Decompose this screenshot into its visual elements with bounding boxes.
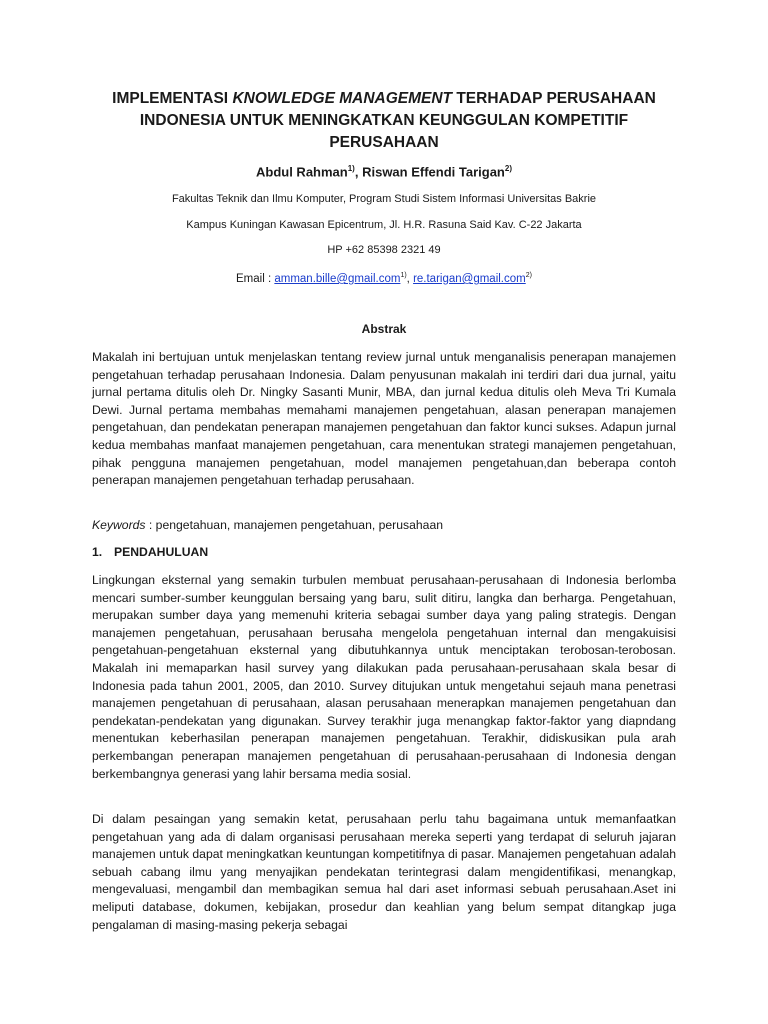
title-italic: KNOWLEDGE MANAGEMENT [232,90,453,107]
email-link-2[interactable]: re.tarigan@gmail.com [413,272,526,285]
title-part2: TERHADAP PERUSAHAAN INDONESIA UNTUK MENINGKATKAN KEUNGGULAN KOMPETITIF PERUSAHAAN [139,90,656,151]
author-list [92,160,676,181]
body-paragraph-2: Di dalam pesaingan yang semakin ketat, perusahaan perlu tahu bagaimana untuk memanfaatkan pengetahuan yang ada di dalam organisasi perusahaan mereka seperti yang terdapat di seluruh jajaran manajemen untuk dapat meningkatkan keuntungan kompetitifnya di pasar. Manajemen pengetahuan adalah sebuah cabang ilmu yang menyajikan pendekatan terintegrasi dalam mengidentifikasi, menangkap, mengevaluasi, mengambil dan membagikan semua hal dari aset informasi sebuah perusahaan.Aset ini meliputi database, dokumen, kebijakan, prosedur dan keahlian yang belum sempat ditangkap juga pengalaman di masing-masing pekerja sebagai [92,812,676,932]
affiliation-line2: Kampus Kuningan Kawasan Epicentrum, Jl. H.R. Rasuna Said Kav. C-22 Jakarta [186,219,582,231]
email-link-1[interactable]: amman.bille@gmail.com [274,272,401,285]
author-2-sup: 2) [504,164,512,173]
email-2-sup: 2) [525,272,532,279]
abstract-heading: Abstrak [361,322,407,336]
author-separator: , [354,164,363,180]
abstract-text: Makalah ini bertujuan untuk menjelaskan tentang review jurnal untuk menganalisis penerapan manajemen pengetahuan terhadap perusahaan Indonesia. Dalam penyusunan makalah ini terdiri dari dua jurnal, yaitu jurnal pertama ditulis oleh Dr. Ningky Sasanti Munir, MBA, dan jurnal kedua ditulis oleh Meva Tri Kumala Dewi. Jurnal pertama membahas memahami manajemen pengetahuan, alasan penerapan manajemen pengetahuan, dan pendekatan penerapan manajemen pengetahuan dan faktor kunci sukses. Adapun jurnal kedua membahas manfaat manajemen pengetahuan, cara menentukan strategi manajemen pengetahuan, pihak pengguna manajemen pengetahuan, model manajemen pengetahuan,dan beberapa contoh penerapan manajemen pengetahuan terhadap perusahaan. [92,350,676,488]
body-paragraph-1: Lingkungan eksternal yang semakin turbulen membuat perusahaan-perusahaan di Indonesia berlomba mencari sumber-sumber keunggulan bersaing yang baru, sulit ditiru, langka dan berharga. Pengetahuan, merupakan sumber daya yang memenuhi kriteria sebagai sumber daya yang paling strategis. Dengan manajemen pengetahuan, perusahaan berusaha mengelola pengetahuan internal dan mengakuisisi pengetahuan-pengetahuan eksternal yang dibutuhkannya untuk menciptakan terobosan-terobosan. Makalah ini memaparkan hasil survey yang dilakukan pada perusahaan-perusahaan skala besar di Indonesia pada tahun 2001, 2005, dan 2010. Survey ditujukan untuk mengetahui sejauh mana penetrasi manajemen pengetahuan di perusahaan, alasan perusahaan menerapkan manajemen pengetahuan dan pendekatan-pendekatan yang digunakan. Survey terakhir juga menangkap faktor-faktor yang diapndang menentukan keberhasilan penerapan manajemen pengetahuan. Terakhir, didiskusikan pula arah perkembangan penerapan manajemen pengetahuan di perusahaan-perusahaan di Indonesia dengan berkembangnya generasi yang lahir bersama media sosial. [92,573,676,781]
keywords-text: : pengetahuan, manajemen pengetahuan, perusahaan [145,518,443,532]
email-line [92,268,676,287]
author-1: Abdul Rahman [256,164,348,180]
author-2: Riswan Effendi Tarigan [362,164,505,180]
affiliation-phone: HP +62 85398 2321 49 [327,244,441,256]
author-1-sup: 1) [347,164,355,173]
email-1-sup: 1) [400,272,407,279]
section-title: PENDAHULUAN [114,545,209,559]
email-label: Email : [236,272,275,285]
paper-title [92,88,676,154]
email-separator: , [406,272,414,285]
affiliation-line1: Fakultas Teknik dan Ilmu Komputer, Program Studi Sistem Informasi Universitas Bakrie [171,193,597,205]
keywords-line [92,516,676,534]
section-number: 1. [92,545,103,559]
title-part1: IMPLEMENTASI [112,90,233,107]
keywords-label: Keywords [92,518,146,532]
section-heading [92,543,208,561]
